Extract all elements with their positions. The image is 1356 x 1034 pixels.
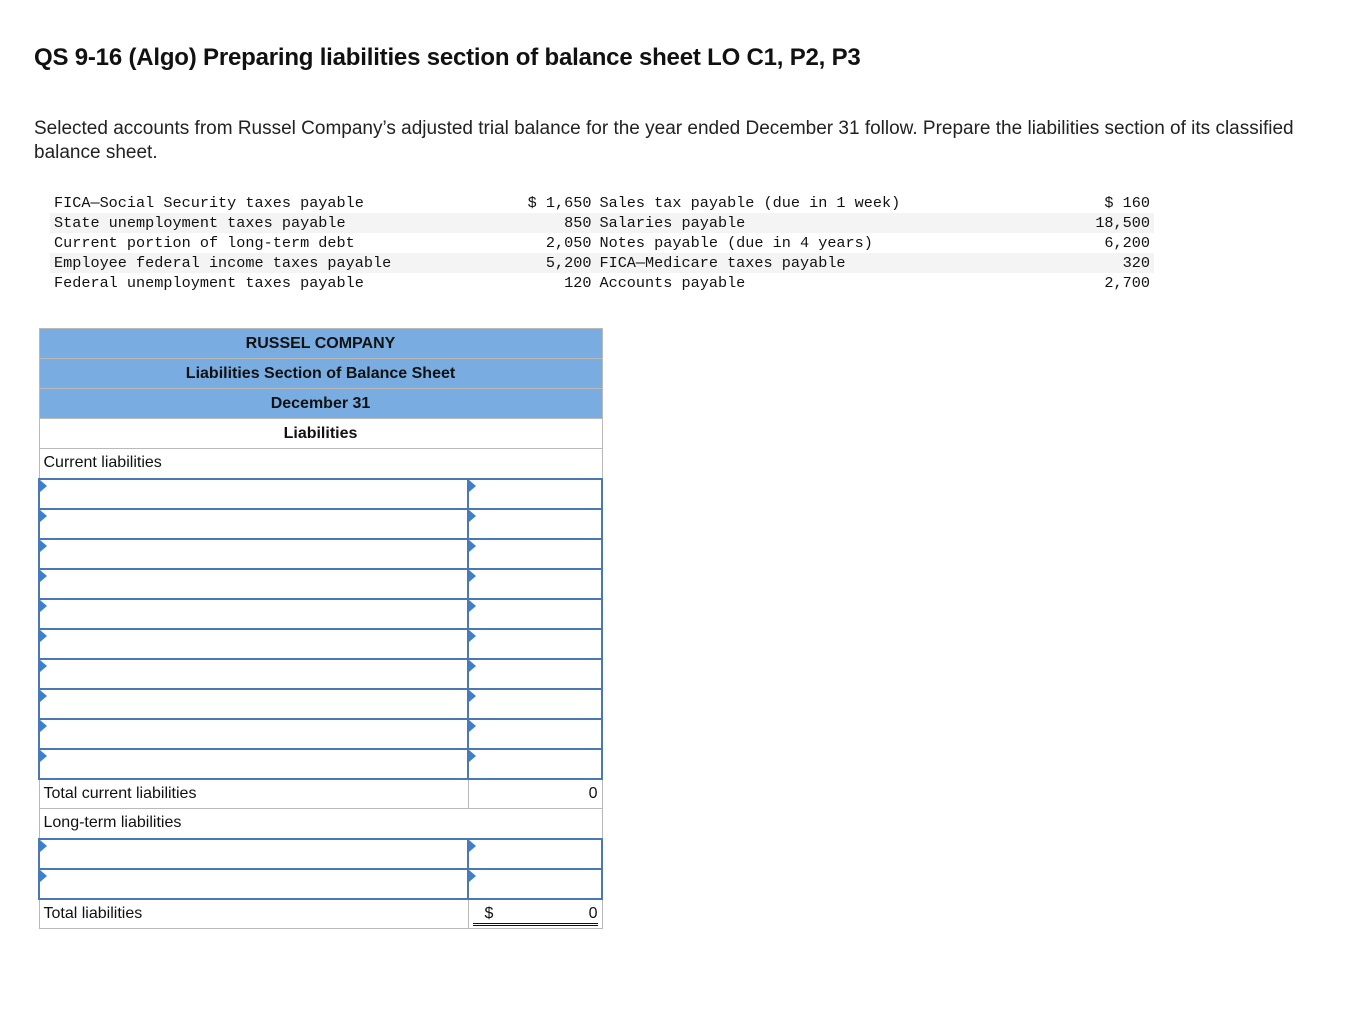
current-liability-amount-input[interactable]	[469, 661, 601, 687]
balance-sheet-worksheet	[38, 328, 603, 929]
sheet-header-row	[39, 389, 602, 419]
total-liabilities-label: Total liabilities	[39, 899, 468, 929]
sheet-subtitle: Liabilities Section of Balance Sheet	[39, 359, 602, 389]
current-liability-entry-row	[39, 479, 602, 509]
current-liability-amount-cell[interactable]	[468, 689, 602, 719]
current-liabilities-row	[39, 449, 602, 479]
account-amount-right: 2,700	[1104, 274, 1150, 292]
current-liability-account-cell[interactable]	[39, 749, 468, 779]
current-liability-amount-cell[interactable]	[468, 509, 602, 539]
question-intro: Selected accounts from Russel Company’s adjusted trial balance for the year ended December 31 follow. Prepare the liabilities section of its classified balance sheet.	[34, 118, 1294, 163]
total-liabilities-row	[39, 899, 602, 929]
account-name-left: Federal unemployment taxes payable	[54, 274, 364, 292]
current-liability-amount-input[interactable]	[469, 751, 601, 777]
current-liability-account-cell[interactable]	[39, 569, 468, 599]
current-liability-entry-row	[39, 719, 602, 749]
account-amount-right: 320	[1014, 253, 1154, 273]
total-current-row	[39, 779, 602, 809]
longterm-liability-amount-input[interactable]	[469, 871, 601, 897]
account-amount-left: 5,200	[489, 253, 595, 273]
account-row	[50, 273, 1154, 293]
current-liability-account-input[interactable]	[40, 481, 467, 507]
account-name-right: Salaries payable	[595, 213, 1013, 233]
current-liability-entry-row	[39, 599, 602, 629]
account-amount-left: 120	[564, 274, 592, 292]
account-name-right: Sales tax payable (due in 1 week)	[599, 194, 901, 212]
current-liability-account-cell[interactable]	[39, 599, 468, 629]
current-liability-amount-cell[interactable]	[468, 659, 602, 689]
current-liability-amount-input[interactable]	[469, 481, 601, 507]
account-name-right: Accounts payable	[599, 274, 746, 292]
current-liability-account-cell[interactable]	[39, 539, 468, 569]
current-liability-account-input[interactable]	[40, 691, 467, 717]
account-name-right: FICA—Medicare taxes payable	[595, 253, 1013, 273]
current-liability-amount-cell[interactable]	[468, 719, 602, 749]
sheet-date: December 31	[39, 389, 602, 419]
account-amount-left: 2,050	[545, 234, 592, 252]
current-liability-entry-row	[39, 539, 602, 569]
current-liability-amount-input[interactable]	[469, 691, 601, 717]
current-liability-account-input[interactable]	[40, 631, 467, 657]
account-row	[50, 233, 1154, 253]
current-liability-account-input[interactable]	[40, 751, 467, 777]
current-liability-account-cell[interactable]	[39, 689, 468, 719]
page-title: QS 9-16 (Algo) Preparing liabilities section of balance sheet LO C1, P2, P3	[34, 44, 861, 71]
current-liability-amount-cell[interactable]	[468, 479, 602, 509]
sheet-header-row	[39, 329, 602, 359]
current-liability-entry-row	[39, 629, 602, 659]
account-amount-right: 6,200	[1104, 234, 1150, 252]
current-liability-account-input[interactable]	[40, 721, 467, 747]
current-liability-amount-cell[interactable]	[468, 539, 602, 569]
double-underline	[473, 923, 598, 926]
current-liability-amount-cell[interactable]	[468, 599, 602, 629]
current-liability-entry-row	[39, 689, 602, 719]
current-liability-entry-row	[39, 659, 602, 689]
current-liability-account-cell[interactable]	[39, 629, 468, 659]
company-name: RUSSEL COMPANY	[39, 329, 602, 359]
current-liability-account-input[interactable]	[40, 571, 467, 597]
longterm-liability-entry-row	[39, 839, 602, 869]
current-liability-amount-cell[interactable]	[468, 629, 602, 659]
current-liability-account-input[interactable]	[40, 541, 467, 567]
current-liability-entry-row	[39, 749, 602, 779]
current-liability-account-cell[interactable]	[39, 509, 468, 539]
currency-symbol: $	[484, 904, 494, 922]
section-heading-row	[39, 419, 602, 449]
account-amount-left: $ 1,650	[527, 194, 592, 212]
current-liability-account-cell[interactable]	[39, 719, 468, 749]
current-liability-amount-input[interactable]	[469, 541, 601, 567]
current-liabilities-label: Current liabilities	[39, 449, 602, 479]
total-liabilities-cell	[468, 899, 602, 929]
current-liability-account-cell[interactable]	[39, 659, 468, 689]
current-liability-amount-cell[interactable]	[468, 749, 602, 779]
total-liabilities-value: 0	[588, 904, 598, 922]
current-liability-amount-input[interactable]	[469, 721, 601, 747]
account-name-right: Notes payable (due in 4 years)	[599, 234, 873, 252]
account-amount-right: $ 160	[1104, 194, 1150, 212]
account-amount-right: 18,500	[1014, 213, 1154, 233]
account-name-left: State unemployment taxes payable	[50, 213, 489, 233]
accounts-table	[50, 193, 1154, 293]
current-liability-entry-row	[39, 509, 602, 539]
account-name-left: Current portion of long-term debt	[54, 234, 355, 252]
account-name-left: Employee federal income taxes payable	[50, 253, 489, 273]
account-name-left: FICA—Social Security taxes payable	[54, 194, 364, 212]
longterm-liability-account-cell[interactable]	[39, 869, 468, 899]
account-row	[50, 193, 1154, 213]
current-liability-account-input[interactable]	[40, 511, 467, 537]
account-row	[50, 253, 1154, 273]
longterm-liabilities-label: Long-term liabilities	[39, 809, 602, 839]
longterm-liability-amount-cell[interactable]	[468, 869, 602, 899]
current-liability-amount-cell[interactable]	[468, 569, 602, 599]
current-liability-account-input[interactable]	[40, 661, 467, 687]
account-row	[50, 213, 1154, 233]
longterm-liability-amount-input[interactable]	[469, 841, 601, 867]
longterm-liability-account-input[interactable]	[40, 871, 467, 897]
current-liability-amount-input[interactable]	[469, 601, 601, 627]
longterm-liability-entry-row	[39, 869, 602, 899]
current-liability-account-input[interactable]	[40, 601, 467, 627]
current-liability-amount-input[interactable]	[469, 631, 601, 657]
total-current-value: 0	[468, 779, 602, 809]
account-amount-left: 850	[489, 213, 595, 233]
longterm-liability-account-cell[interactable]	[39, 839, 468, 869]
longterm-liability-amount-cell[interactable]	[468, 839, 602, 869]
current-liability-amount-input[interactable]	[469, 511, 601, 537]
sheet-header-row	[39, 359, 602, 389]
longterm-liability-account-input[interactable]	[40, 841, 467, 867]
total-current-label: Total current liabilities	[39, 779, 468, 809]
current-liability-account-cell[interactable]	[39, 479, 468, 509]
current-liability-amount-input[interactable]	[469, 571, 601, 597]
longterm-liabilities-row	[39, 809, 602, 839]
current-liability-entry-row	[39, 569, 602, 599]
liabilities-heading: Liabilities	[39, 419, 602, 449]
